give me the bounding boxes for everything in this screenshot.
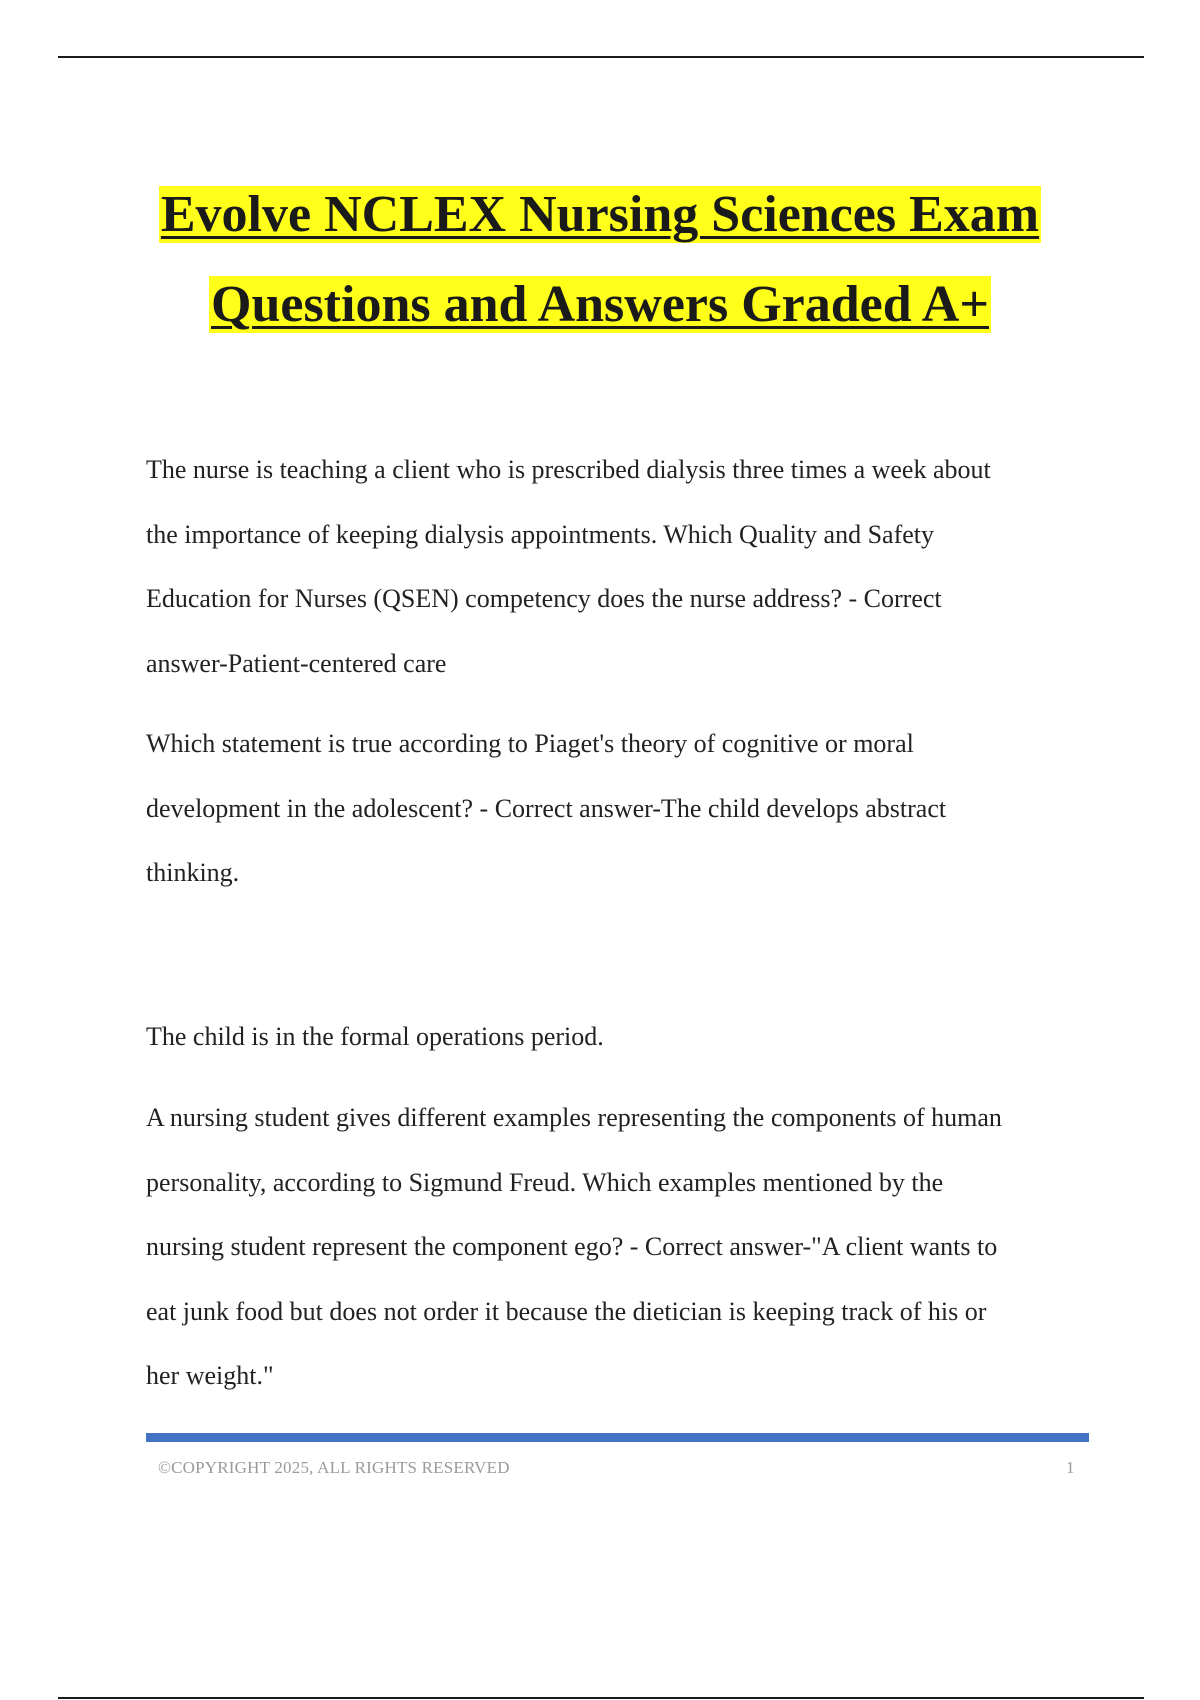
question-paragraph-3 <box>146 1086 1096 1409</box>
question-paragraph-2 <box>146 712 1096 906</box>
paragraph-line: Education for Nurses (QSEN) competency does the nurse address? - Correct <box>146 584 942 613</box>
title-line-2-text: Questions and Answers Graded A+ <box>211 276 989 333</box>
paragraph-line: nursing student represent the component ego? - Correct answer-"A client wants to <box>146 1232 998 1261</box>
question-paragraph-1 <box>146 438 1096 696</box>
paragraph-line: development in the adolescent? - Correct answer-The child develops abstract <box>146 793 947 823</box>
document-title <box>0 170 1200 350</box>
title-line-1-text: Evolve NCLEX Nursing Sciences Exam <box>160 186 1040 243</box>
title-line-2 <box>0 260 1200 350</box>
paragraph-line: thinking. <box>146 858 240 887</box>
paragraph-line: her weight." <box>146 1361 274 1390</box>
answer-note-paragraph <box>146 1005 1096 1070</box>
paragraph-line: A nursing student gives different examples representing the components of human <box>146 1103 1002 1132</box>
bottom-rule <box>58 1697 1144 1699</box>
paragraph-line: the importance of keeping dialysis appointments. Which Quality and Safety <box>146 519 934 549</box>
paragraph-line: Which statement is true according to Piaget's theory of cognitive or moral <box>146 729 914 758</box>
paragraph-line: eat junk food but does not order it because the dietician is keeping track of his or <box>146 1296 987 1326</box>
title-line-1 <box>0 170 1200 260</box>
top-rule <box>58 56 1144 58</box>
footer-copyright: ©COPYRIGHT 2025, ALL RIGHTS RESERVED <box>158 1458 510 1477</box>
paragraph-line: The nurse is teaching a client who is prescribed dialysis three times a week about <box>146 455 991 484</box>
paragraph-line: answer-Patient-centered care <box>146 648 447 678</box>
paragraph-line: The child is in the formal operations period. <box>146 1022 604 1051</box>
paragraph-line: personality, according to Sigmund Freud. Which examples mentioned by the <box>146 1167 944 1197</box>
page-number: 1 <box>1066 1458 1075 1477</box>
footer-bar <box>146 1433 1089 1442</box>
